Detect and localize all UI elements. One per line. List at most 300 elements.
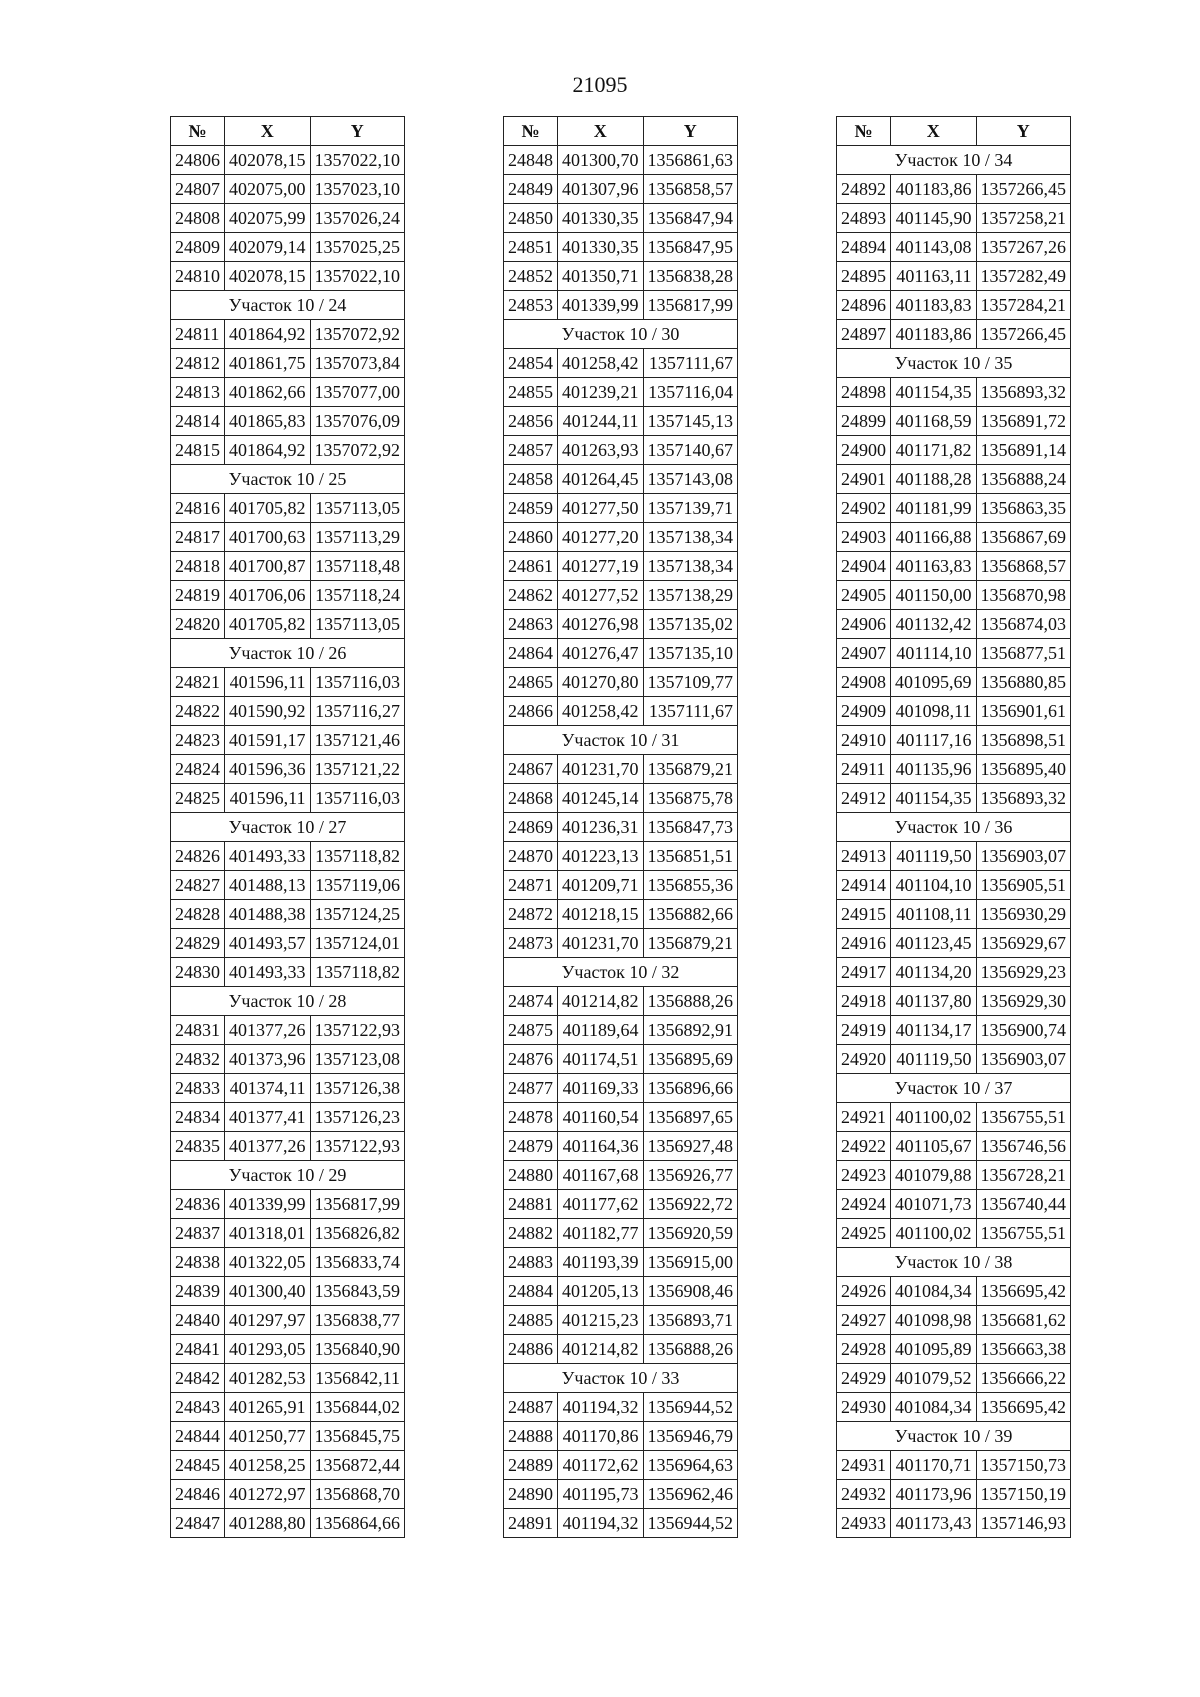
x-coordinate: 401591,17 [225, 726, 311, 755]
section-row [171, 639, 405, 668]
table-header-row [171, 117, 405, 146]
y-coordinate: 1356893,71 [643, 1306, 738, 1335]
x-coordinate: 401098,98 [891, 1306, 977, 1335]
y-coordinate: 1356896,66 [643, 1074, 738, 1103]
section-title: Участок 10 / 26 [171, 639, 405, 668]
table-row [837, 1480, 1071, 1509]
table-row [504, 697, 738, 726]
section-title: Участок 10 / 38 [837, 1248, 1071, 1277]
table-row [837, 1045, 1071, 1074]
point-number: 24841 [171, 1335, 225, 1364]
y-coordinate: 1356898,51 [976, 726, 1071, 755]
y-coordinate: 1357116,03 [310, 784, 405, 813]
table-row [837, 1219, 1071, 1248]
point-number: 24927 [837, 1306, 891, 1335]
table-row [504, 1190, 738, 1219]
y-coordinate: 1356926,77 [643, 1161, 738, 1190]
x-coordinate: 401182,77 [558, 1219, 644, 1248]
x-coordinate: 401084,34 [891, 1277, 977, 1306]
point-number: 24855 [504, 378, 558, 407]
y-coordinate: 1357140,67 [643, 436, 738, 465]
y-coordinate: 1356927,48 [643, 1132, 738, 1161]
table-row [504, 1219, 738, 1248]
y-coordinate: 1356880,85 [976, 668, 1071, 697]
y-coordinate: 1356879,21 [643, 929, 738, 958]
x-coordinate: 401181,99 [891, 494, 977, 523]
x-coordinate: 401282,53 [225, 1364, 311, 1393]
x-coordinate: 401258,42 [558, 697, 644, 726]
point-number: 24895 [837, 262, 891, 291]
point-number: 24863 [504, 610, 558, 639]
x-coordinate: 401214,82 [558, 1335, 644, 1364]
table-row [171, 755, 405, 784]
table-header-row [504, 117, 738, 146]
section-row [504, 320, 738, 349]
y-coordinate: 1357135,10 [643, 639, 738, 668]
section-title: Участок 10 / 39 [837, 1422, 1071, 1451]
table-row [504, 1277, 738, 1306]
y-coordinate: 1356888,24 [976, 465, 1071, 494]
table-row [837, 958, 1071, 987]
y-coordinate: 1357121,22 [310, 755, 405, 784]
y-coordinate: 1357121,46 [310, 726, 405, 755]
y-coordinate: 1357113,05 [310, 494, 405, 523]
table-row [171, 1074, 405, 1103]
point-number: 24889 [504, 1451, 558, 1480]
point-number: 24857 [504, 436, 558, 465]
y-coordinate: 1357135,02 [643, 610, 738, 639]
point-number: 24819 [171, 581, 225, 610]
column-header-x: X [225, 117, 311, 146]
x-coordinate: 401861,75 [225, 349, 311, 378]
x-coordinate: 401189,64 [558, 1016, 644, 1045]
column-header-y: Y [310, 117, 405, 146]
x-coordinate: 401218,15 [558, 900, 644, 929]
y-coordinate: 1356930,29 [976, 900, 1071, 929]
x-coordinate: 401119,50 [891, 1045, 977, 1074]
table-row [504, 407, 738, 436]
section-title: Участок 10 / 36 [837, 813, 1071, 842]
x-coordinate: 401330,35 [558, 233, 644, 262]
point-number: 24832 [171, 1045, 225, 1074]
table-row [504, 1248, 738, 1277]
table-row [837, 697, 1071, 726]
y-coordinate: 1357111,67 [643, 349, 738, 378]
point-number: 24859 [504, 494, 558, 523]
point-number: 24842 [171, 1364, 225, 1393]
x-coordinate: 401265,91 [225, 1393, 311, 1422]
point-number: 24852 [504, 262, 558, 291]
point-number: 24826 [171, 842, 225, 871]
y-coordinate: 1356845,75 [310, 1422, 405, 1451]
y-coordinate: 1356746,56 [976, 1132, 1071, 1161]
table-row [504, 1103, 738, 1132]
point-number: 24864 [504, 639, 558, 668]
y-coordinate: 1356838,77 [310, 1306, 405, 1335]
y-coordinate: 1356872,44 [310, 1451, 405, 1480]
x-coordinate: 401166,88 [891, 523, 977, 552]
table-row [171, 1393, 405, 1422]
x-coordinate: 401154,35 [891, 784, 977, 813]
table-row [837, 320, 1071, 349]
point-number: 24911 [837, 755, 891, 784]
point-number: 24919 [837, 1016, 891, 1045]
coordinate-table-2 [503, 116, 738, 1538]
x-coordinate: 401135,96 [891, 755, 977, 784]
table-row [837, 233, 1071, 262]
x-coordinate: 401132,42 [891, 610, 977, 639]
x-coordinate: 401705,82 [225, 610, 311, 639]
y-coordinate: 1357077,00 [310, 378, 405, 407]
point-number: 24913 [837, 842, 891, 871]
y-coordinate: 1357116,04 [643, 378, 738, 407]
y-coordinate: 1356903,07 [976, 842, 1071, 871]
table-row [171, 610, 405, 639]
table-row [837, 407, 1071, 436]
table-row [171, 958, 405, 987]
section-row [837, 1422, 1071, 1451]
table-row [171, 1306, 405, 1335]
point-number: 24848 [504, 146, 558, 175]
point-number: 24912 [837, 784, 891, 813]
table-row [504, 204, 738, 233]
table-row [837, 175, 1071, 204]
point-number: 24854 [504, 349, 558, 378]
point-number: 24887 [504, 1393, 558, 1422]
table-row [171, 1016, 405, 1045]
y-coordinate: 1357266,45 [976, 320, 1071, 349]
x-coordinate: 402075,00 [225, 175, 311, 204]
x-coordinate: 401215,23 [558, 1306, 644, 1335]
table-row [837, 755, 1071, 784]
x-coordinate: 401095,89 [891, 1335, 977, 1364]
point-number: 24900 [837, 436, 891, 465]
section-title: Участок 10 / 24 [171, 291, 405, 320]
table-row [504, 378, 738, 407]
x-coordinate: 401307,96 [558, 175, 644, 204]
table-row [837, 1335, 1071, 1364]
table-row [171, 436, 405, 465]
x-coordinate: 401134,20 [891, 958, 977, 987]
y-coordinate: 1357150,73 [976, 1451, 1071, 1480]
x-coordinate: 401263,93 [558, 436, 644, 465]
section-row [171, 291, 405, 320]
x-coordinate: 401700,87 [225, 552, 311, 581]
table-row [837, 726, 1071, 755]
column-header-number: № [171, 117, 225, 146]
y-coordinate: 1357072,92 [310, 436, 405, 465]
y-coordinate: 1356843,59 [310, 1277, 405, 1306]
x-coordinate: 401150,00 [891, 581, 977, 610]
y-coordinate: 1357284,21 [976, 291, 1071, 320]
point-number: 24824 [171, 755, 225, 784]
x-coordinate: 401264,45 [558, 465, 644, 494]
x-coordinate: 401488,13 [225, 871, 311, 900]
point-number: 24830 [171, 958, 225, 987]
y-coordinate: 1357145,13 [643, 407, 738, 436]
y-coordinate: 1356855,36 [643, 871, 738, 900]
x-coordinate: 401183,83 [891, 291, 977, 320]
y-coordinate: 1356826,82 [310, 1219, 405, 1248]
y-coordinate: 1356946,79 [643, 1422, 738, 1451]
y-coordinate: 1357113,05 [310, 610, 405, 639]
x-coordinate: 402079,14 [225, 233, 311, 262]
y-coordinate: 1356755,51 [976, 1219, 1071, 1248]
y-coordinate: 1357143,08 [643, 465, 738, 494]
point-number: 24878 [504, 1103, 558, 1132]
x-coordinate: 401173,96 [891, 1480, 977, 1509]
point-number: 24831 [171, 1016, 225, 1045]
point-number: 24891 [504, 1509, 558, 1538]
table-row [837, 1451, 1071, 1480]
section-title: Участок 10 / 35 [837, 349, 1071, 378]
point-number: 24908 [837, 668, 891, 697]
y-coordinate: 1356908,46 [643, 1277, 738, 1306]
x-coordinate: 401231,70 [558, 929, 644, 958]
table-row [504, 900, 738, 929]
x-coordinate: 401173,43 [891, 1509, 977, 1538]
x-coordinate: 401250,77 [225, 1422, 311, 1451]
point-number: 24877 [504, 1074, 558, 1103]
table-row [837, 1509, 1071, 1538]
x-coordinate: 401098,11 [891, 697, 977, 726]
section-row [837, 1074, 1071, 1103]
y-coordinate: 1357119,06 [310, 871, 405, 900]
x-coordinate: 401119,50 [891, 842, 977, 871]
y-coordinate: 1356944,52 [643, 1393, 738, 1422]
y-coordinate: 1357267,26 [976, 233, 1071, 262]
y-coordinate: 1356920,59 [643, 1219, 738, 1248]
table-row [837, 1161, 1071, 1190]
point-number: 24825 [171, 784, 225, 813]
y-coordinate: 1356861,63 [643, 146, 738, 175]
point-number: 24829 [171, 929, 225, 958]
point-number: 24886 [504, 1335, 558, 1364]
x-coordinate: 401183,86 [891, 320, 977, 349]
point-number: 24914 [837, 871, 891, 900]
point-number: 24924 [837, 1190, 891, 1219]
point-number: 24929 [837, 1364, 891, 1393]
point-number: 24902 [837, 494, 891, 523]
point-number: 24849 [504, 175, 558, 204]
point-number: 24932 [837, 1480, 891, 1509]
coordinate-table-3 [836, 116, 1071, 1538]
point-number: 24873 [504, 929, 558, 958]
y-coordinate: 1356879,21 [643, 755, 738, 784]
table-row [837, 291, 1071, 320]
y-coordinate: 1356681,62 [976, 1306, 1071, 1335]
table-row [837, 610, 1071, 639]
table-row [171, 726, 405, 755]
point-number: 24807 [171, 175, 225, 204]
section-title: Участок 10 / 31 [504, 726, 738, 755]
section-title: Участок 10 / 33 [504, 1364, 738, 1393]
x-coordinate: 401114,10 [891, 639, 977, 668]
table-row [171, 871, 405, 900]
section-row [837, 813, 1071, 842]
table-row [171, 1045, 405, 1074]
y-coordinate: 1356817,99 [643, 291, 738, 320]
table-row [171, 1132, 405, 1161]
point-number: 24904 [837, 552, 891, 581]
table-row [837, 668, 1071, 697]
section-title: Участок 10 / 25 [171, 465, 405, 494]
table-row [837, 204, 1071, 233]
table-row [504, 233, 738, 262]
table-row [504, 1451, 738, 1480]
point-number: 24922 [837, 1132, 891, 1161]
y-coordinate: 1356728,21 [976, 1161, 1071, 1190]
table-row [171, 1451, 405, 1480]
y-coordinate: 1356888,26 [643, 1335, 738, 1364]
y-coordinate: 1356901,61 [976, 697, 1071, 726]
x-coordinate: 401318,01 [225, 1219, 311, 1248]
table-row [504, 610, 738, 639]
y-coordinate: 1357258,21 [976, 204, 1071, 233]
y-coordinate: 1356888,26 [643, 987, 738, 1016]
point-number: 24808 [171, 204, 225, 233]
y-coordinate: 1356817,99 [310, 1190, 405, 1219]
x-coordinate: 401117,16 [891, 726, 977, 755]
table-row [171, 929, 405, 958]
table-row [171, 146, 405, 175]
point-number: 24926 [837, 1277, 891, 1306]
point-number: 24843 [171, 1393, 225, 1422]
y-coordinate: 1357023,10 [310, 175, 405, 204]
point-number: 24847 [171, 1509, 225, 1538]
table-row [504, 146, 738, 175]
y-coordinate: 1357116,03 [310, 668, 405, 697]
x-coordinate: 401277,20 [558, 523, 644, 552]
x-coordinate: 401108,11 [891, 900, 977, 929]
x-coordinate: 401322,05 [225, 1248, 311, 1277]
column-header-x: X [891, 117, 977, 146]
table-row [171, 1277, 405, 1306]
y-coordinate: 1357282,49 [976, 262, 1071, 291]
point-number: 24867 [504, 755, 558, 784]
point-number: 24840 [171, 1306, 225, 1335]
x-coordinate: 401079,88 [891, 1161, 977, 1190]
x-coordinate: 401104,10 [891, 871, 977, 900]
point-number: 24850 [504, 204, 558, 233]
table-row [171, 842, 405, 871]
y-coordinate: 1357026,24 [310, 204, 405, 233]
table-row [171, 1364, 405, 1393]
y-coordinate: 1357118,48 [310, 552, 405, 581]
table-row [504, 1016, 738, 1045]
table-row [504, 1335, 738, 1364]
x-coordinate: 401339,99 [558, 291, 644, 320]
x-coordinate: 401377,41 [225, 1103, 311, 1132]
y-coordinate: 1356847,94 [643, 204, 738, 233]
table-row [171, 1422, 405, 1451]
x-coordinate: 401163,83 [891, 552, 977, 581]
y-coordinate: 1357139,71 [643, 494, 738, 523]
y-coordinate: 1357122,93 [310, 1016, 405, 1045]
y-coordinate: 1357150,19 [976, 1480, 1071, 1509]
x-coordinate: 401373,96 [225, 1045, 311, 1074]
table-row [837, 1016, 1071, 1045]
y-coordinate: 1356851,51 [643, 842, 738, 871]
point-number: 24910 [837, 726, 891, 755]
table-row [837, 465, 1071, 494]
point-number: 24896 [837, 291, 891, 320]
point-number: 24890 [504, 1480, 558, 1509]
point-number: 24860 [504, 523, 558, 552]
x-coordinate: 401172,62 [558, 1451, 644, 1480]
x-coordinate: 401194,32 [558, 1393, 644, 1422]
table-row [504, 668, 738, 697]
section-row [171, 987, 405, 1016]
y-coordinate: 1356740,44 [976, 1190, 1071, 1219]
x-coordinate: 401374,11 [225, 1074, 311, 1103]
x-coordinate: 401276,98 [558, 610, 644, 639]
point-number: 24930 [837, 1393, 891, 1422]
point-number: 24818 [171, 552, 225, 581]
x-coordinate: 401300,70 [558, 146, 644, 175]
point-number: 24897 [837, 320, 891, 349]
point-number: 24881 [504, 1190, 558, 1219]
table-row [171, 784, 405, 813]
x-coordinate: 401330,35 [558, 204, 644, 233]
y-coordinate: 1356893,32 [976, 784, 1071, 813]
column-header-number: № [504, 117, 558, 146]
point-number: 24883 [504, 1248, 558, 1277]
x-coordinate: 401293,05 [225, 1335, 311, 1364]
x-coordinate: 401596,11 [225, 784, 311, 813]
point-number: 24816 [171, 494, 225, 523]
y-coordinate: 1356847,95 [643, 233, 738, 262]
x-coordinate: 401171,82 [891, 436, 977, 465]
table-row [171, 1190, 405, 1219]
point-number: 24905 [837, 581, 891, 610]
point-number: 24823 [171, 726, 225, 755]
column-header-x: X [558, 117, 644, 146]
x-coordinate: 401377,26 [225, 1132, 311, 1161]
x-coordinate: 401183,86 [891, 175, 977, 204]
table-row [504, 1393, 738, 1422]
point-number: 24837 [171, 1219, 225, 1248]
x-coordinate: 401169,33 [558, 1074, 644, 1103]
table-row [837, 639, 1071, 668]
y-coordinate: 1356838,28 [643, 262, 738, 291]
table-row [171, 697, 405, 726]
x-coordinate: 401339,99 [225, 1190, 311, 1219]
x-coordinate: 401864,92 [225, 436, 311, 465]
table-row [171, 1509, 405, 1538]
x-coordinate: 401244,11 [558, 407, 644, 436]
section-row [504, 1364, 738, 1393]
point-number: 24811 [171, 320, 225, 349]
point-number: 24821 [171, 668, 225, 697]
x-coordinate: 401277,50 [558, 494, 644, 523]
table-row [504, 871, 738, 900]
point-number: 24876 [504, 1045, 558, 1074]
section-title: Участок 10 / 29 [171, 1161, 405, 1190]
point-number: 24923 [837, 1161, 891, 1190]
table-row [171, 523, 405, 552]
y-coordinate: 1357076,09 [310, 407, 405, 436]
y-coordinate: 1357138,34 [643, 552, 738, 581]
table-row [837, 871, 1071, 900]
point-number: 24813 [171, 378, 225, 407]
column-header-y: Y [976, 117, 1071, 146]
y-coordinate: 1357072,92 [310, 320, 405, 349]
y-coordinate: 1356867,69 [976, 523, 1071, 552]
table-row [837, 378, 1071, 407]
y-coordinate: 1356891,14 [976, 436, 1071, 465]
x-coordinate: 401705,82 [225, 494, 311, 523]
